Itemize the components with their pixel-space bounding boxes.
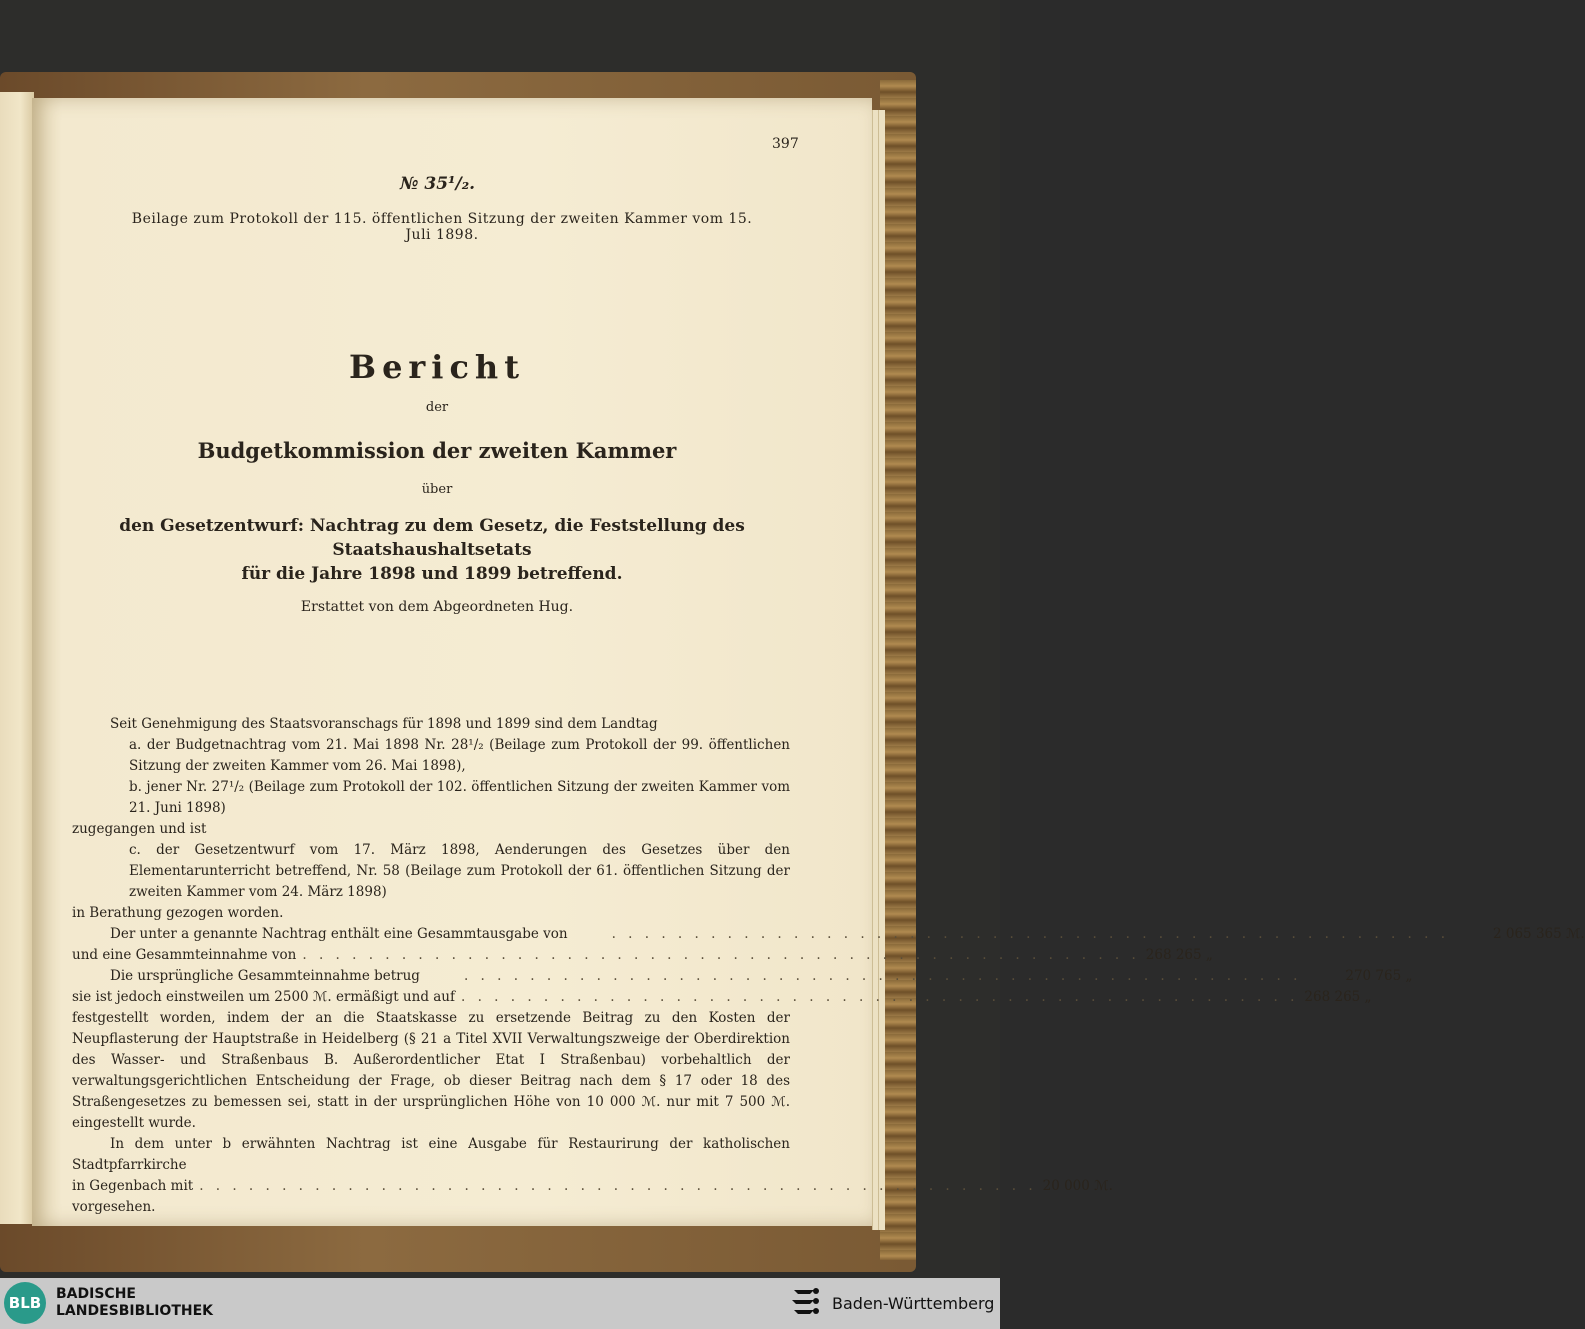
beilage-line: Beilage zum Protokoll der 115. öffentlichen Sitzung der zweiten Kammer vom 15. Juli 1898. xyxy=(131,211,753,243)
state-name[interactable]: Baden-Württemberg xyxy=(832,1294,995,1313)
sum-row-einnahme xyxy=(72,945,1213,966)
body-text xyxy=(72,714,1585,1218)
item-c: c. der Gesetzentwurf vom 17. März 1898, Aenderungen des Gesetzes über den Elementarunterricht betreffend, Nr. 58 (Beilage zum Protokoll der 61. öffentlichen Sitzung der zweiten Kammer vom 24. März 1898) xyxy=(129,842,790,900)
sum-row-label: und eine Gesammteinnahme von xyxy=(72,947,297,963)
paragraph-nachtrag-b: In dem unter b erwähnten Nachtrag ist eine Ausgabe für Restaurirung der katholischen Stadtpfarrkirche xyxy=(72,1136,790,1173)
lions-coat-of-arms-icon xyxy=(790,1284,822,1324)
sum-row-label: in Gegenbach mit xyxy=(72,1178,194,1194)
sum-row-urspruenglich xyxy=(72,966,1413,987)
law-title-line-2: für die Jahre 1898 und 1899 betreffend. xyxy=(241,564,623,584)
vorgesehen-text: vorgesehen. xyxy=(72,1199,156,1215)
leader-dots: . . . . . . . . . . . . . . . . . . . . . . . . . . . . . . . . . . . . . . . . . . . . . . . . . . . xyxy=(302,947,1140,963)
left-page-edge xyxy=(0,92,34,1224)
sum-row-value: 20 000 ℳ. xyxy=(1042,1178,1113,1194)
sum-row-value: 270 765 „ xyxy=(1345,968,1413,984)
leader-dots: . . . . . . . . . . . . . . . . . . . . . . . . . . . . . . . . . . . . . . . . . . . . . . . . . . . xyxy=(199,1178,1037,1194)
item-b: b. jener Nr. 27¹/₂ (Beilage zum Protokoll der 102. öffentlichen Sitzung der zweiten Kammer vom 21. Juni 1898) xyxy=(129,779,790,816)
sum-row-value: 268 265 „ xyxy=(1304,989,1372,1005)
author-line: Erstattet von dem Abgeordneten Hug. xyxy=(300,599,574,615)
document-number: № 35¹/₂. xyxy=(400,174,476,194)
sum-row-label: sie ist jedoch einstweilen um 2500 ℳ. ermäßigt und auf xyxy=(72,989,455,1005)
sum-row-ermaessigt xyxy=(72,987,1372,1008)
sum-row-label: Der unter a genannte Nachtrag enthält eine Gesammtausgabe von xyxy=(110,926,568,942)
footer-bar xyxy=(0,1278,1000,1329)
sum-row-ausgabe xyxy=(72,924,1585,945)
library-name-line-2: LANDESBIBLIOTHEK xyxy=(56,1303,214,1319)
blb-logo-icon[interactable]: BLB xyxy=(4,1282,46,1324)
document-page xyxy=(32,98,1585,1226)
paragraph-pflasterung: festgestellt worden, indem der an die Staatskasse zu ersetzende Beitrag zu den Kosten der Neupflasterung der Hauptstraße in Heidelberg (§ 21 a Titel XVII Verwaltungszweige der Oberdirektion des Wasser- und Straßenbaus B. Außerordentlicher Etat I Straßenbau) vorbehaltlich der verwaltungsgerichtlichen Entscheidung der Frage, ob dieser Beitrag nach dem § 17 oder 18 des Straßengesetzes zu bemessen sei, statt in der ursprünglichen Höhe von 10 000 ℳ. nur mit 7 500 ℳ. eingestellt wurde. xyxy=(72,1010,790,1131)
leader-dots: . . . . . . . . . . . . . . . . . . . . . . . . . . . . . . . . . . . . . . . . . . . . . . . . . . . xyxy=(461,989,1299,1005)
law-title xyxy=(72,514,792,586)
law-title-line-1: den Gesetzentwurf: Nachtrag zu dem Gesetz, die Feststellung des Staatshaushaltsetats xyxy=(119,516,745,560)
commission-title: Budgetkommission der zweiten Kammer xyxy=(197,438,677,463)
sum-row-value: 268 265 „ xyxy=(1145,947,1213,963)
page-number: 397 xyxy=(772,136,799,152)
leader-dots: . . . . . . . . . . . . . . . . . . . . . . . . . . . . . . . . . . . . . . . . . . . . . . . . . . . xyxy=(463,968,1302,984)
sum-row-value: 2 065 365 ℳ. xyxy=(1493,926,1585,942)
item-a: a. der Budgetnachtrag vom 21. Mai 1898 Nr. 28¹/₂ (Beilage zum Protokoll der 99. öffentlichen Sitzung der zweiten Kammer vom 26. Mai 1898), xyxy=(129,737,790,774)
zugegangen-text: zugegangen und ist xyxy=(72,821,207,837)
berathung-text: in Berathung gezogen worden. xyxy=(72,905,284,921)
paragraph-intro: Seit Genehmigung des Staatsvoranschags für 1898 und 1899 sind dem Landtag xyxy=(110,716,658,732)
sum-row-label: Die ursprüngliche Gesammteinnahme betrug xyxy=(110,968,420,984)
der-text: der xyxy=(425,400,449,415)
page-stack-edge xyxy=(878,110,885,1230)
ueber-text: über xyxy=(421,482,453,497)
sum-row-kirche xyxy=(72,1176,1113,1197)
report-title: Bericht xyxy=(349,348,525,386)
leader-dots: . . . . . . . . . . . . . . . . . . . . . . . . . . . . . . . . . . . . . . . . . . . . . . . . . . . xyxy=(611,926,1449,942)
library-name[interactable] xyxy=(56,1286,213,1320)
book-cover-edge xyxy=(880,80,916,1260)
library-name-line-1: BADISCHE xyxy=(56,1286,136,1302)
